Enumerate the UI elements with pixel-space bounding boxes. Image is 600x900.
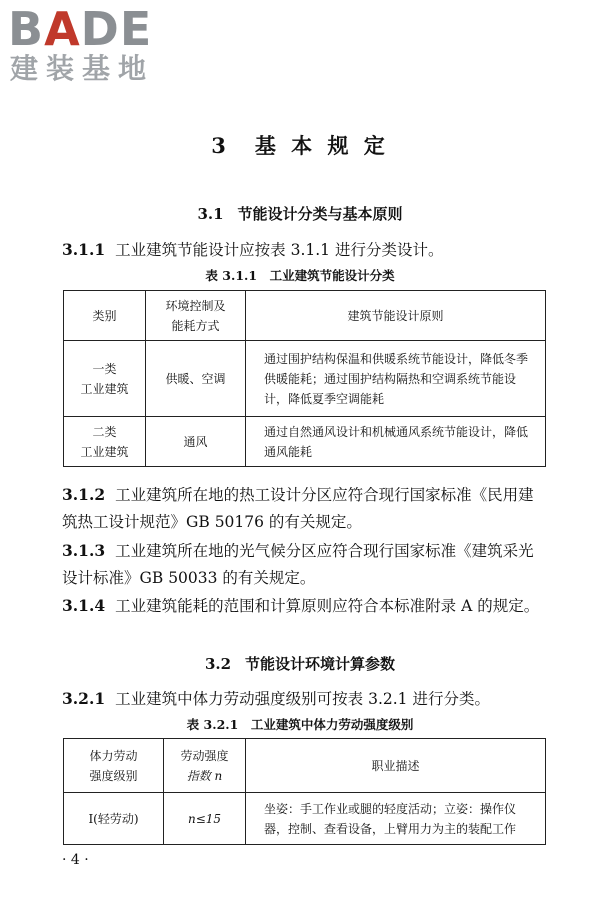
clause-3-2-1: 3.2.1 工业建筑中体力劳动强度级别可按表 3.2.1 进行分类。 xyxy=(62,689,490,708)
labor-intensity-table xyxy=(63,738,546,845)
clause-3-1-2: 3.1.2 工业建筑所在地的热工设计分区应符合现行国家标准《民用建筑热工设计规范》GB 50176 的有关规定。 xyxy=(62,485,534,531)
table-row: Ⅰ(轻劳动) n≤15 坐姿：手工作业或腿的轻度活动；立姿：操作仪器，控制、查看设备，上臂用力为主的装配工作 xyxy=(64,793,546,845)
energy-classification-table xyxy=(63,290,546,467)
table-row: 一类 工业建筑 供暖、空调 通过围护结构保温和供暖系统节能设计，降低冬季供暖能耗；通过围护结构隔热和空调系统节能设计，降低夏季空调能耗 xyxy=(64,341,546,417)
clause-3-1-3: 3.1.3 工业建筑所在地的光气候分区应符合现行国家标准《建筑采光设计标准》GB 50033 的有关规定。 xyxy=(62,541,534,587)
table-header-row: 类别 环境控制及 能耗方式 建筑节能设计原则 xyxy=(64,291,546,341)
table-row: 二类 工业建筑 通风 通过自然通风设计和机械通风系统节能设计，降低通风能耗 xyxy=(64,417,546,467)
clause-3-1-1: 3.1.1 工业建筑节能设计应按表 3.1.1 进行分类设计。 xyxy=(62,240,444,259)
table-caption: 表 3.2.1 工业建筑中体力劳动强度级别 xyxy=(186,717,414,732)
page-number: · 4 · xyxy=(62,852,89,868)
table-header-row: 体力劳动 强度级别 劳动强度 指数 n 职业描述 xyxy=(64,739,546,793)
section-heading: 3.1 节能设计分类与基本原则 xyxy=(197,205,403,223)
chapter-number: 3 xyxy=(211,133,230,158)
chapter-title xyxy=(0,130,600,160)
chapter-name: 基 本 规 定 xyxy=(254,133,389,158)
logo-subtitle: 建装基地 xyxy=(10,52,155,85)
section-heading: 3.2 节能设计环境计算参数 xyxy=(204,655,396,673)
bade-logo xyxy=(8,2,178,86)
clause-3-1-4: 3.1.4 工业建筑能耗的范围和计算原则应符合本标准附录 A 的规定。 xyxy=(62,596,540,615)
table-caption: 表 3.1.1 工业建筑节能设计分类 xyxy=(205,268,395,283)
logo-wordmark: BADE xyxy=(8,2,153,56)
